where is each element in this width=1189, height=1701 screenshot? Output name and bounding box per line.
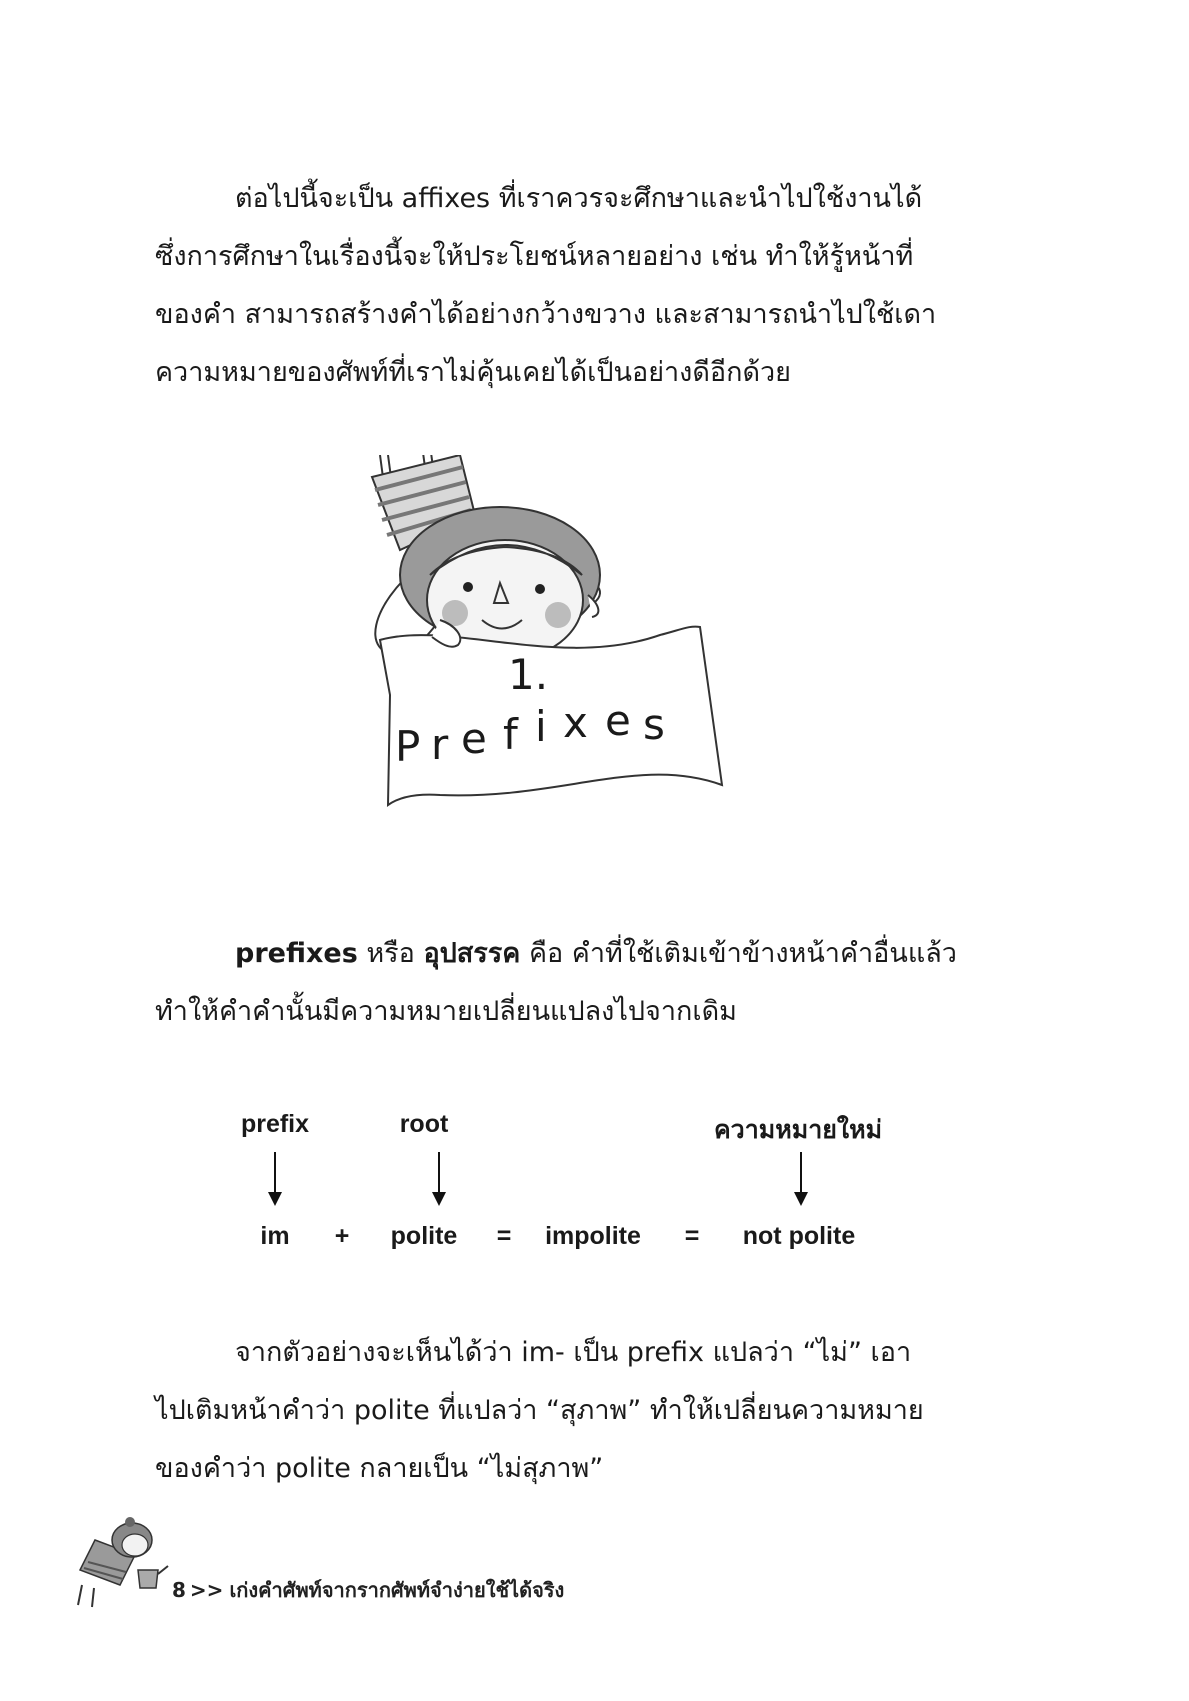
root-arrow — [438, 1152, 440, 1204]
girl-banner-illustration — [360, 455, 750, 875]
banner-letter: r — [431, 720, 449, 769]
prefix-label: prefix — [240, 1110, 310, 1138]
footer-text — [172, 1574, 564, 1606]
meaning-arrow — [800, 1152, 802, 1204]
intro-paragraph — [155, 170, 990, 402]
example-line: ของคำว่า polite กลายเป็น “ไม่สุภาพ” — [155, 1453, 604, 1484]
definition-line-2: ทำให้คำคำนั้นมีความหมายเปลี่ยนแปลงไปจากเดิม — [155, 996, 737, 1027]
term-meaning: not polite — [742, 1222, 856, 1250]
definition-connector: หรือ — [357, 938, 424, 969]
definition-paragraph — [155, 925, 990, 1041]
term-prefix: im — [260, 1222, 290, 1250]
book-title: เก่งคำศัพท์จากรากศัพท์จำง่ายใช้ได้จริง — [229, 1578, 565, 1602]
example-paragraph — [155, 1324, 990, 1498]
word-formation-diagram — [220, 1110, 980, 1270]
term-equals: = — [496, 1222, 512, 1250]
banner-letter: x — [563, 698, 588, 747]
example-line: ไปเติมหน้าคำว่า polite ที่แปลว่า “สุภาพ” ทำให้เปลี่ยนความหมาย — [155, 1395, 924, 1426]
term-equals: = — [684, 1222, 700, 1250]
banner-letter: P — [395, 722, 421, 771]
banner-number: 1. — [508, 650, 549, 699]
intro-line: ซึ่งการศึกษาในเรื่องนี้จะให้ประโยชน์หลายอย่าง เช่น ทำให้รู้หน้าที่ — [155, 241, 914, 272]
banner-word — [395, 696, 695, 780]
term-root: polite — [390, 1222, 458, 1250]
meaning-label: ความหมายใหม่ — [713, 1116, 883, 1144]
intro-line: ต่อไปนี้จะเป็น affixes ที่เราควรจะศึกษาและนำไปใช้งานได้ — [235, 183, 923, 214]
banner-letter: f — [503, 710, 518, 759]
definition-rest: คือ คำที่ใช้เติมเข้าข้างหน้าคำอื่นแล้ว — [520, 938, 957, 969]
intro-line: ความหมายของศัพท์ที่เราไม่คุ้นเคยได้เป็นอย่างดีอีกด้วย — [155, 357, 791, 388]
footer-separator: >> — [189, 1578, 224, 1602]
banner-letter: s — [643, 700, 665, 749]
banner-letter: i — [535, 702, 547, 751]
term-plus: + — [334, 1222, 350, 1250]
page-number: 8 — [172, 1578, 186, 1602]
definition-term: prefixes — [235, 938, 358, 969]
banner-letter: e — [461, 714, 487, 763]
root-label: root — [399, 1110, 449, 1138]
definition-line-1 — [155, 925, 990, 983]
intro-line: ของคำ สามารถสร้างคำได้อย่างกว้างขวาง และสามารถนำไปใช้เดา — [155, 299, 937, 330]
example-line: จากตัวอย่างจะเห็นได้ว่า im- เป็น prefix แปลว่า “ไม่” เอา — [235, 1337, 912, 1368]
prefix-arrow — [274, 1152, 276, 1204]
watering-girl-icon — [60, 1510, 170, 1610]
definition-thai-term: อุปสรรค — [423, 938, 521, 969]
term-result: impolite — [545, 1222, 641, 1250]
page-footer — [60, 1510, 660, 1610]
banner-letter: e — [605, 696, 631, 745]
